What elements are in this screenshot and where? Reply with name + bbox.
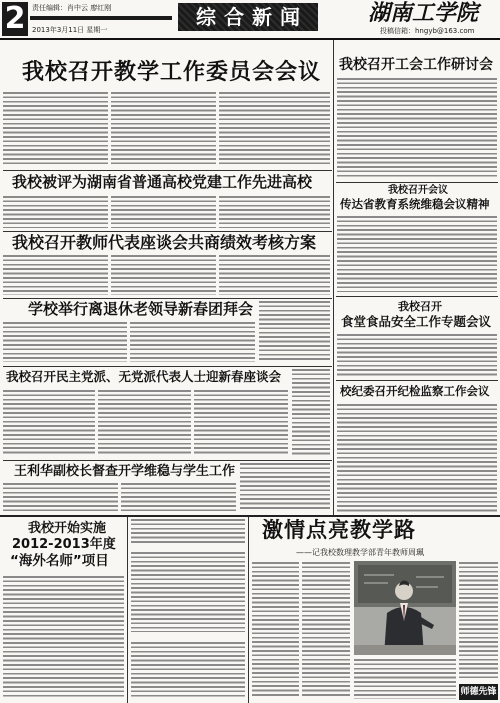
article-rule: [3, 460, 332, 461]
article-rule: [336, 296, 498, 297]
article-body-text: [302, 562, 350, 698]
article-body-text: [121, 483, 236, 511]
article-body-text: [219, 255, 330, 295]
article-body-text: [111, 92, 216, 166]
article-body-text: [3, 92, 108, 166]
article-body-text: [111, 196, 216, 228]
page-number: 2: [2, 2, 28, 36]
article-body-text: [194, 390, 288, 456]
article-body-text: [3, 255, 108, 295]
editors-line: 责任编辑：肖中云 廖红刚: [32, 4, 112, 12]
headline-retirees: 学校举行离退休老领导新春团拜会: [28, 300, 254, 318]
article-rule: [336, 182, 498, 183]
article-body-text: [459, 562, 498, 680]
headline-democratic-parties: 我校召开民主党派、无党派代表人士迎新春座谈会: [6, 369, 282, 384]
headline-feature: 激情点亮教学路: [262, 518, 416, 542]
article-body-text: [131, 519, 245, 543]
article-body-text: [3, 576, 124, 698]
headline-stability-meeting: 传达省教育系统维稳会议精神: [340, 197, 490, 211]
article-rule: [3, 170, 332, 171]
article-body-text: [259, 301, 330, 362]
article-body-text: [337, 216, 497, 292]
headline-overseas-teachers-year: 2012-2013年度: [12, 537, 116, 552]
feature-subtitle: ——记我校数理教学部青年教师周珮: [296, 548, 424, 557]
article-body-text: [3, 483, 118, 511]
issue-date: 2013年3月11日 星期一: [32, 26, 108, 34]
headline-teaching-committee: 我校召开教学工作委员会会议: [22, 60, 322, 85]
article-body-text: [111, 255, 216, 295]
article-body-text: [3, 390, 95, 456]
article-body-text: [337, 334, 497, 376]
feature-column-label: 师德先锋: [459, 684, 498, 700]
article-body-text: [240, 463, 330, 511]
article-body-text: [354, 659, 456, 699]
article-body-text: [3, 196, 108, 228]
header-bar: [30, 16, 172, 20]
kicker-overseas-teachers: 我校开始实施: [28, 521, 107, 536]
headline-party-building: 我校被评为湖南省普通高校党建工作先进高校: [12, 173, 313, 191]
article-rule: [3, 231, 332, 232]
article-body-text: [98, 390, 191, 456]
headline-teacher-forum: 我校召开教师代表座谈会共商绩效考核方案: [12, 233, 317, 252]
headline-vice-president: 王利华副校长督查开学维稳与学生工作: [14, 464, 236, 479]
article-rule: [336, 380, 498, 381]
article-body-text: [337, 404, 497, 512]
article-body-text: [219, 92, 330, 166]
header-rule: [0, 38, 500, 40]
article-body-text: [219, 196, 330, 228]
teacher-photo-image: [354, 561, 456, 655]
section-banner: 综合新闻: [178, 3, 318, 31]
column-rule: [333, 40, 334, 515]
section-rule: [0, 515, 500, 517]
article-rule: [3, 298, 332, 299]
article-body-text: [3, 322, 127, 362]
column-rule: [127, 517, 128, 703]
article-body-text: [337, 78, 497, 178]
article-body-text: [131, 642, 245, 699]
article-body-text: [292, 369, 330, 457]
kicker-stability-meeting: 我校召开会议: [388, 185, 448, 196]
headline-discipline: 校纪委召开纪检监察工作会议: [340, 384, 490, 398]
feature-photo: [354, 561, 456, 655]
headline-union-seminar: 我校召开工会工作研讨会: [339, 57, 493, 73]
submission-email: 投稿信箱：hngyb@163.com: [380, 27, 475, 35]
article-rule: [3, 366, 332, 367]
article-body-text: [130, 322, 255, 362]
kicker-food-safety: 我校召开: [398, 300, 442, 313]
headline-food-safety: 食堂食品安全工作专题会议: [341, 314, 492, 329]
article-body-text: [252, 562, 299, 698]
column-rule: [248, 517, 249, 703]
headline-overseas-teachers-project: “海外名师”项目: [10, 553, 109, 569]
article-body-text: [131, 552, 245, 632]
masthead-logo: 湖南工学院: [368, 0, 479, 26]
